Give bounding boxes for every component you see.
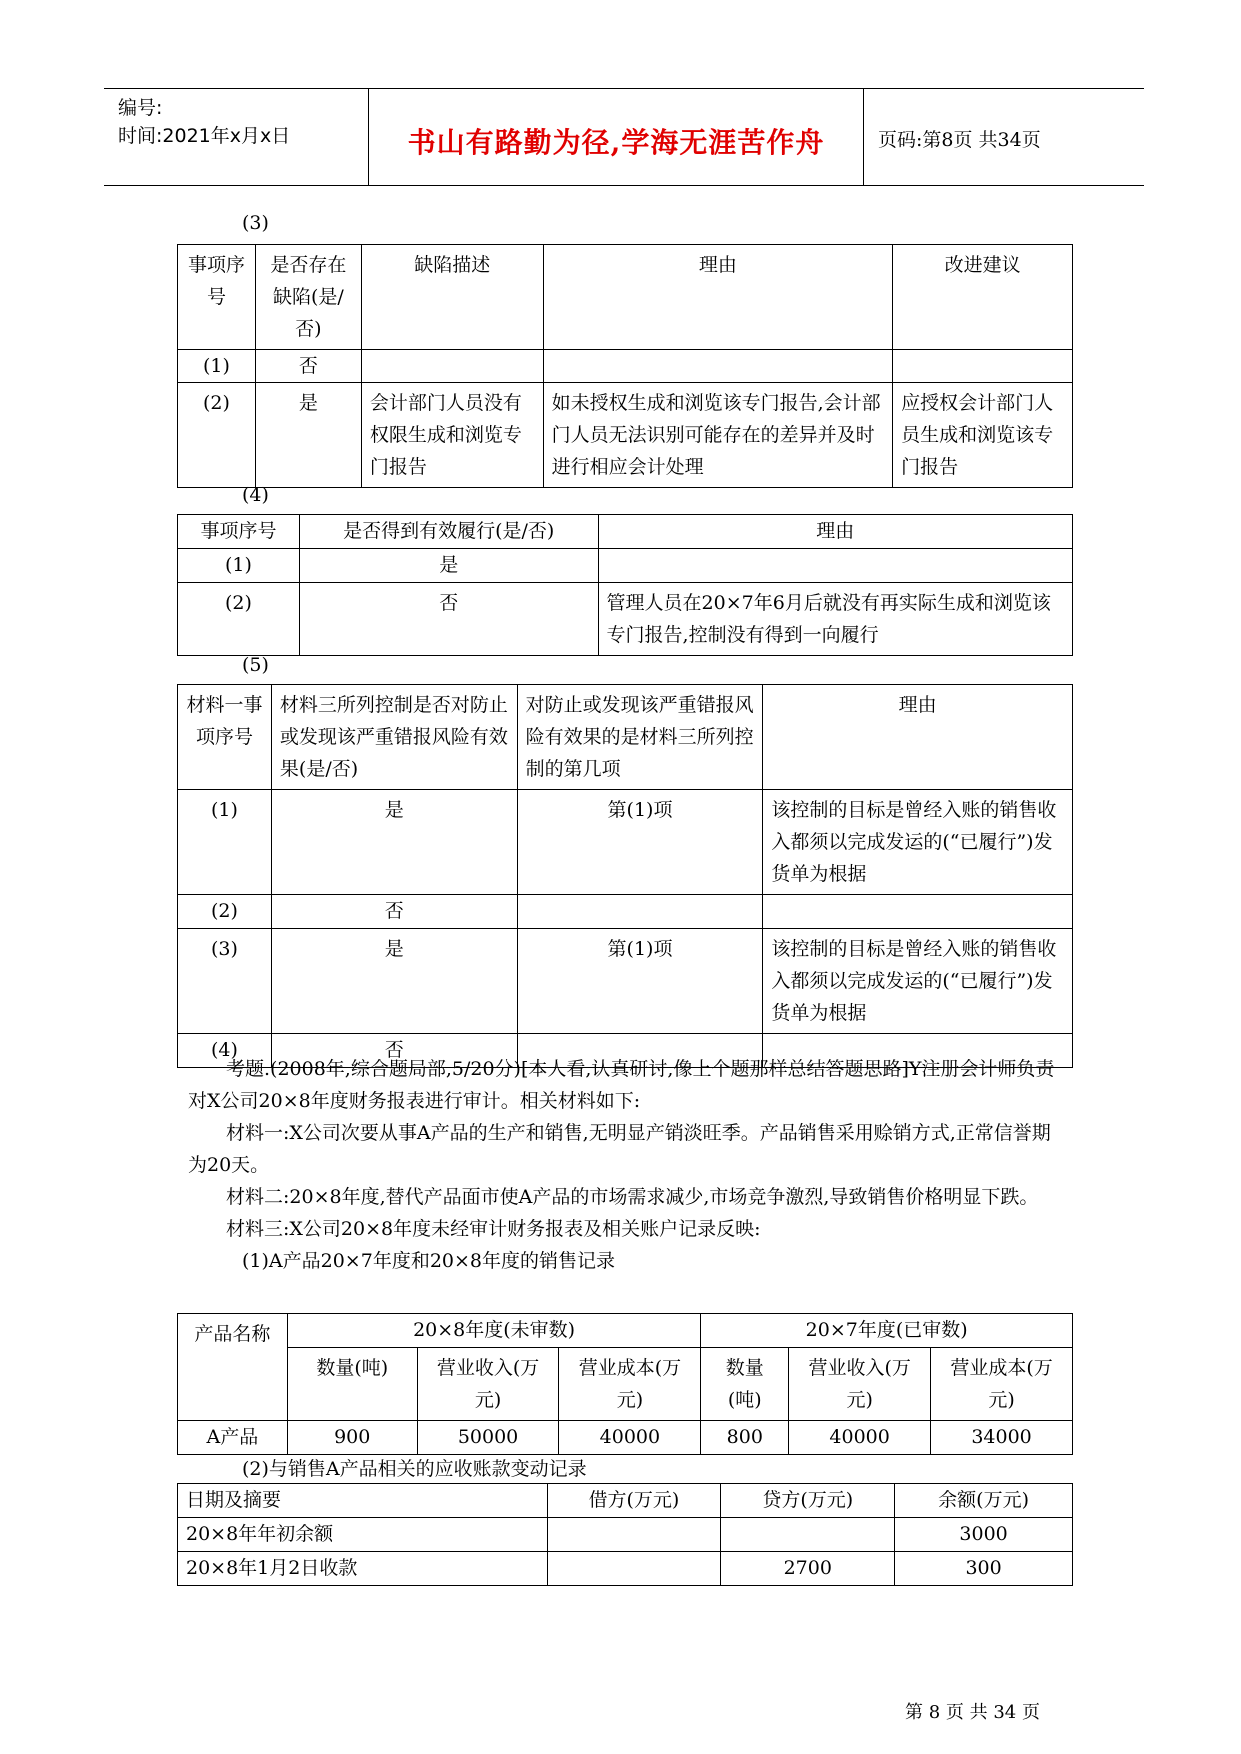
table-header-row <box>178 685 1073 790</box>
header-cell: 贷方(万元) <box>721 1484 895 1518</box>
time-label: 时间:2021年x月x日 <box>118 125 291 147</box>
table-cell: 是 <box>271 790 517 895</box>
header-cell: 理由 <box>543 245 893 350</box>
header-cell: 对防止或发现该严重错报风险有效果的是材料三所列控制的第几项 <box>517 685 763 790</box>
header-cell: 借方(万元) <box>547 1484 721 1518</box>
header-page-cell <box>864 89 1144 185</box>
table-cell <box>547 1518 721 1552</box>
table-cell: 是 <box>299 549 598 583</box>
table-cell: 3000 <box>895 1518 1073 1552</box>
page-header <box>104 88 1144 186</box>
table-row <box>178 583 1073 656</box>
table-cell: 应授权会计部门人员生成和浏览该专门报告 <box>893 383 1073 488</box>
header-cell: 营业成本(万元) <box>559 1348 701 1421</box>
paragraph: 材料一:X公司次要从事A产品的生产和销售,无明显产销淡旺季。产品销售采用赊销方式,正常信誉期为20天。 <box>188 1122 1051 1176</box>
header-cell: 事项序号 <box>178 515 300 549</box>
header-cell: 改进建议 <box>893 245 1073 350</box>
table-cell: 800 <box>701 1421 789 1455</box>
header-cell: 20×8年度(未审数) <box>287 1314 701 1348</box>
table-cell <box>763 895 1073 929</box>
table-cell: 第(1)项 <box>517 790 763 895</box>
table3-label: (3) <box>242 212 269 234</box>
paragraph: 材料二:20×8年度,替代产品面市使A产品的市场需求减少,市场竞争激烈,导致销售价格明显下跌。 <box>226 1186 1039 1208</box>
exam-text <box>188 1053 1060 1277</box>
table-cell: 300 <box>895 1552 1073 1586</box>
table-cell: (1) <box>178 549 300 583</box>
table-row <box>178 549 1073 583</box>
table-cell: (1) <box>178 790 272 895</box>
table-cell: 否 <box>299 583 598 656</box>
header-cell: 产品名称 <box>178 1314 288 1421</box>
table-cell: 第(1)项 <box>517 929 763 1034</box>
header-cell: 营业收入(万元) <box>789 1348 931 1421</box>
table-cell: 是 <box>271 929 517 1034</box>
table-cell: 40000 <box>559 1421 701 1455</box>
header-cell: 是否存在缺陷(是/否) <box>255 245 361 350</box>
table-cell: 900 <box>287 1421 417 1455</box>
header-cell: 营业成本(万元) <box>931 1348 1073 1421</box>
header-cell: 缺陷描述 <box>361 245 543 350</box>
receivables-table <box>177 1483 1073 1586</box>
sales-table <box>177 1313 1073 1455</box>
table-cell: (1) <box>178 350 256 383</box>
table-cell: (3) <box>178 929 272 1034</box>
table-row <box>178 1421 1073 1455</box>
table-row <box>178 383 1073 488</box>
execution-table <box>177 514 1073 656</box>
table-cell: 34000 <box>931 1421 1073 1455</box>
header-meta-cell <box>104 89 368 185</box>
table-cell <box>543 350 893 383</box>
header-cell: 20×7年度(已审数) <box>701 1314 1073 1348</box>
number-label: 编号: <box>118 97 163 119</box>
table-row <box>178 790 1073 895</box>
table-row <box>178 350 1073 383</box>
ar-table-label: (2)与销售A产品相关的应收账款变动记录 <box>242 1458 587 1480</box>
table-row <box>178 1552 1073 1586</box>
defect-table <box>177 244 1073 488</box>
slogan: 书山有路勤为径,学海无涯苦作舟 <box>407 126 825 159</box>
table-cell: 否 <box>271 1034 517 1068</box>
page-footer: 第 8 页 共 34 页 <box>905 1702 1040 1723</box>
table-cell: (2) <box>178 583 300 656</box>
header-cell: 材料一事项序号 <box>178 685 272 790</box>
header-cell: 数量(吨) <box>701 1348 789 1421</box>
table5-label: (5) <box>242 654 269 676</box>
table-row <box>178 895 1073 929</box>
table-header-row <box>178 1348 1073 1421</box>
header-cell: 余额(万元) <box>895 1484 1073 1518</box>
paragraph: 考题.(2008年,综合题局部,5/20分)[本人看,认真研讨,像上个题那样总结答题思路]Y注册会计师负责对X公司20×8年度财务报表进行审计。相关材料如下: <box>188 1058 1055 1112</box>
table-header-row <box>178 1484 1073 1518</box>
table-cell: (2) <box>178 383 256 488</box>
table-cell <box>547 1552 721 1586</box>
table-cell: 否 <box>271 895 517 929</box>
table-cell: 20×8年1月2日收款 <box>178 1552 548 1586</box>
table-cell: A产品 <box>178 1421 288 1455</box>
header-slogan-cell <box>368 89 864 185</box>
table-cell: 2700 <box>721 1552 895 1586</box>
paragraph: 材料三:X公司20×8年度未经审计财务报表及相关账户记录反映: <box>226 1218 761 1240</box>
table-cell <box>721 1518 895 1552</box>
table-cell: 40000 <box>789 1421 931 1455</box>
table-cell: 该控制的目标是曾经入账的销售收入都须以完成发运的(“已履行”)发货单为根据 <box>763 790 1073 895</box>
header-cell: 理由 <box>763 685 1073 790</box>
table-cell: 如未授权生成和浏览该专门报告,会计部门人员无法识别可能存在的差异并及时进行相应会计处理 <box>543 383 893 488</box>
table-cell <box>517 895 763 929</box>
table4-label: (4) <box>242 484 269 506</box>
page-label: 页码:第8页 共34页 <box>878 129 1041 151</box>
table-cell: (2) <box>178 895 272 929</box>
control-effect-table <box>177 684 1073 1068</box>
table-header-row <box>178 245 1073 350</box>
header-cell: 材料三所列控制是否对防止或发现该严重错报风险有效果(是/否) <box>271 685 517 790</box>
table-cell: 50000 <box>417 1421 559 1455</box>
header-cell: 事项序号 <box>178 245 256 350</box>
table-row <box>178 929 1073 1034</box>
table-cell: 是 <box>255 383 361 488</box>
table-header-row <box>178 515 1073 549</box>
subheading: (1)A产品20×7年度和20×8年度的销售记录 <box>242 1250 616 1272</box>
table-cell: 管理人员在20×7年6月后就没有再实际生成和浏览该专门报告,控制没有得到一向履行 <box>598 583 1072 656</box>
table-header-row <box>178 1314 1073 1348</box>
table-row <box>178 1518 1073 1552</box>
header-cell: 是否得到有效履行(是/否) <box>299 515 598 549</box>
header-cell: 数量(吨) <box>287 1348 417 1421</box>
table-cell <box>893 350 1073 383</box>
header-cell: 营业收入(万元) <box>417 1348 559 1421</box>
table-cell <box>598 549 1072 583</box>
table-cell: 会计部门人员没有权限生成和浏览专门报告 <box>361 383 543 488</box>
header-cell: 理由 <box>598 515 1072 549</box>
table-cell: 该控制的目标是曾经入账的销售收入都须以完成发运的(“已履行”)发货单为根据 <box>763 929 1073 1034</box>
table-cell: 20×8年年初余额 <box>178 1518 548 1552</box>
header-cell: 日期及摘要 <box>178 1484 548 1518</box>
table-cell: (4) <box>178 1034 272 1068</box>
table-cell: 否 <box>255 350 361 383</box>
table-cell <box>361 350 543 383</box>
